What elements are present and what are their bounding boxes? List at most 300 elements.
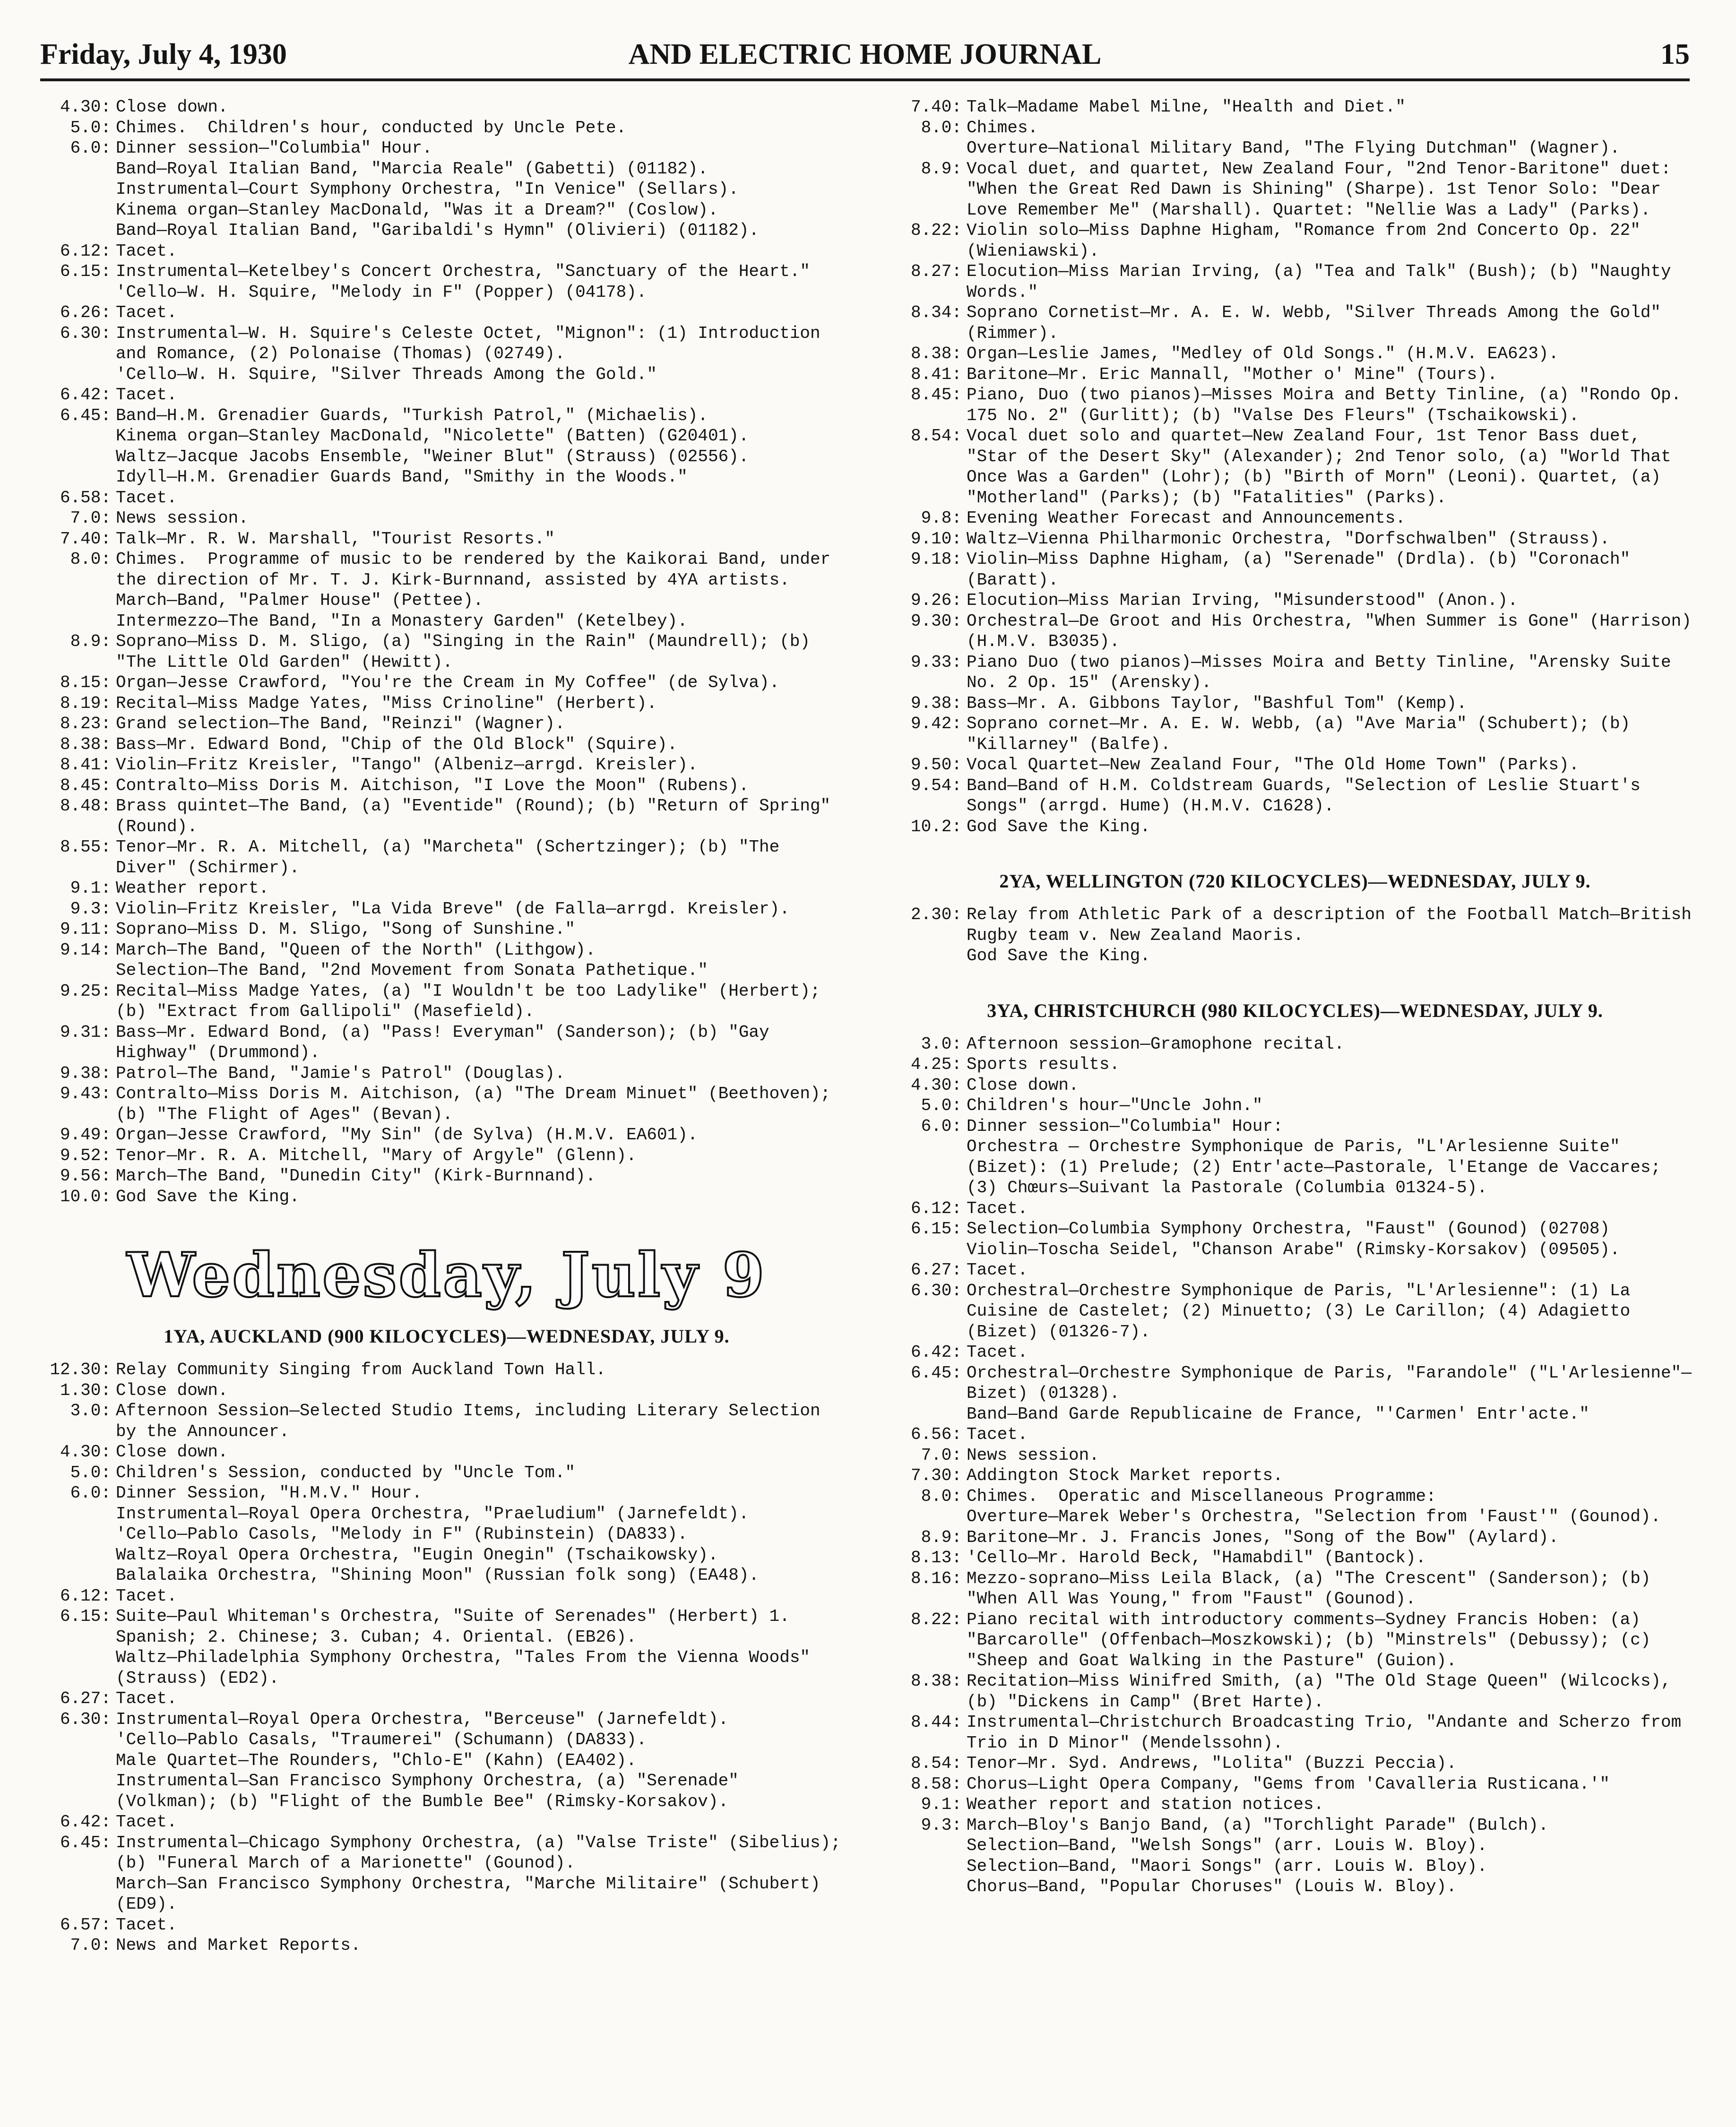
programme-entry xyxy=(45,1145,848,1166)
entry-line: Overture—Marek Weber's Orchestra, "Selection from 'Faust'" (Gounod). xyxy=(967,1507,1661,1526)
entry-line: Tacet. xyxy=(116,488,177,508)
programme-entry xyxy=(896,1034,1694,1055)
entry-line: Orchestral—Orchestre Symphonique de Paris, "L'Arlesienne": (1) La Cuisine de Castelet; (2) Minuetto; (3) Le Carillon; (4) Adagietto (Bizet) (01326-7). xyxy=(967,1281,1641,1342)
programme-entry xyxy=(45,714,848,734)
entry-time: 6.56 : xyxy=(896,1424,962,1445)
programme-entry xyxy=(896,1198,1694,1219)
entry-time: 8.41 : xyxy=(45,755,111,775)
entry-line: Close down. xyxy=(116,97,228,117)
programme-entry xyxy=(896,508,1694,529)
entry-time: 9.10 : xyxy=(896,529,962,550)
programme-entry xyxy=(896,1445,1694,1466)
entry-line: Children's Session, conducted by "Uncle Tom." xyxy=(116,1463,576,1482)
entry-line: Contralto—Miss Doris M. Aitchison, (a) "The Dream Minuet" (Beethoven); (b) "The Flight of Ages" (Bevan). xyxy=(116,1084,841,1124)
entry-line: Relay Community Singing from Auckland Town Hall. xyxy=(116,1360,606,1379)
entry-time: 6.45 : xyxy=(45,405,111,426)
entry-line: Soprano Cornetist—Mr. A. E. W. Webb, "Silver Threads Among the Gold" (Rimmer). xyxy=(967,303,1671,343)
entry-time: 3.0 : xyxy=(45,1401,111,1421)
spacer xyxy=(896,837,1694,865)
entry-time: 6.0 : xyxy=(896,1116,962,1137)
entry-line: Tacet. xyxy=(967,1198,1028,1218)
entry-line: 'Cello—W. H. Squire, "Silver Threads Among the Gold." xyxy=(116,364,657,384)
entry-time: 9.3 : xyxy=(45,899,111,920)
programme-entry xyxy=(896,1548,1694,1568)
entry-line: Addington Stock Market reports. xyxy=(967,1466,1283,1485)
programme-entry xyxy=(896,385,1694,426)
programme-entry xyxy=(45,1586,848,1607)
entry-time: 3.0 : xyxy=(896,1034,962,1055)
entry-time: 6.45 : xyxy=(45,1833,111,1853)
entry-line: Chimes. Children's hour, conducted by Uncle Pete. xyxy=(116,118,627,138)
entry-time: 7.40 : xyxy=(45,529,111,550)
entry-time: 9.54 : xyxy=(896,775,962,796)
entry-time: 9.38 : xyxy=(45,1063,111,1084)
entry-line: News session. xyxy=(967,1445,1099,1465)
programme-entry xyxy=(45,1442,848,1463)
entry-time: 10.2 : xyxy=(896,817,962,837)
entry-time: 7.30 : xyxy=(896,1465,962,1486)
programme-entry xyxy=(896,1260,1694,1281)
entry-time: 5.0 : xyxy=(896,1095,962,1116)
entry-line: Orchestra — Orchestre Symphonique de Paris, "L'Arlesienne Suite" (Bizet): (1) Prelude; (2) Entr'acte—Pastorale, l'Etange de Vaccares; (3) Chœurs—Suivant la Pastorale (Columbia 01324-5). xyxy=(967,1137,1671,1197)
entry-time: 6.12 : xyxy=(896,1198,962,1219)
programme-entry xyxy=(45,323,848,385)
entry-time: 4.30 : xyxy=(45,1442,111,1463)
page-header xyxy=(40,33,1690,76)
entry-line: Dinner session—"Columbia" Hour. xyxy=(116,138,432,158)
entry-time: 7.0 : xyxy=(45,508,111,529)
entry-line: Balalaika Orchestra, "Shining Moon" (Russian folk song) (EA48). xyxy=(116,1566,760,1585)
wellington-heading: 2YA, WELLINGTON (720 KILOCYCLES)—WEDNESDAY, JULY 9. xyxy=(999,870,1591,892)
entry-time: 9.11 : xyxy=(45,919,111,940)
entry-line: Patrol—The Band, "Jamie's Patrol" (Douglas). xyxy=(116,1063,565,1083)
programme-entry xyxy=(896,1116,1694,1198)
programme-entry xyxy=(45,1935,848,1956)
entry-line: Dinner Session, "H.M.V." Hour. xyxy=(116,1483,423,1503)
programme-entry xyxy=(45,775,848,796)
programme-entry xyxy=(45,1483,848,1586)
entry-time: 6.57 : xyxy=(45,1915,111,1936)
entry-time: 8.54 : xyxy=(896,426,962,447)
entry-time: 8.19 : xyxy=(45,693,111,714)
entry-line: Instrumental—Court Symphony Orchestra, "In Venice" (Sellars). xyxy=(116,180,739,199)
entry-line: Vocal duet, and quartet, New Zealand Four, "2nd Tenor-Baritone" duet: "When the Great Red Dawn is Shining" (Sharpe). 1st Tenor Solo: "Dear Love Remember Me" (Marshall). Quartet: "Nellie Was a Lady" (Parks). xyxy=(967,159,1682,220)
programme-entry xyxy=(896,97,1694,118)
entry-line: Tacet. xyxy=(967,1260,1028,1280)
entry-line: Piano recital with introductory comments—Sydney Francis Hoben: (a) "Barcarolle" (Offenbach—Moszkowski); (b) "Minstrels" (Debussy); (c) "Sheep and Goat Walking in the Pasture" (Guion). xyxy=(967,1610,1661,1671)
programme-entry xyxy=(45,693,848,714)
entry-line: Chimes. Operatic and Miscellaneous Programme: xyxy=(967,1486,1436,1506)
entry-line: Afternoon Session—Selected Studio Items, including Literary Selection by the Announcer. xyxy=(116,1401,831,1441)
entry-line: Organ—Leslie James, "Medley of Old Songs." (H.M.V. EA623). xyxy=(967,344,1559,363)
entry-line: Vocal Quartet—New Zealand Four, "The Old Home Town" (Parks). xyxy=(967,755,1580,775)
programme-entry xyxy=(45,1606,848,1688)
entry-time: 4.25 : xyxy=(896,1054,962,1075)
programme-entry xyxy=(45,118,848,138)
entry-time: 8.9 : xyxy=(896,159,962,180)
page-number: 15 xyxy=(1660,38,1690,70)
entry-line: Tacet. xyxy=(116,1812,177,1832)
entry-line: Piano, Duo (two pianos)—Misses Moira and Betty Tinline, (a) "Rondo Op. 175 No. 2" (Gurlitt); (b) "Valse Des Fleurs" (Tschaikowski). xyxy=(967,385,1692,425)
entry-line: Kinema organ—Stanley MacDonald, "Nicolette" (Batten) (G20401). xyxy=(116,426,749,446)
entry-time: 8.27 : xyxy=(896,261,962,282)
entry-line: Baritone—Mr. J. Francis Jones, "Song of the Bow" (Aylard). xyxy=(967,1527,1559,1547)
programme-entry xyxy=(896,344,1694,364)
entry-line: Suite—Paul Whiteman's Orchestra, "Suite of Serenades" (Herbert) 1. Spanish; 2. Chinese; 3. Cuban; 4. Oriental. (EB26). xyxy=(116,1607,800,1647)
programme-entry xyxy=(45,1187,848,1207)
christchurch-programme xyxy=(896,1034,1694,1897)
entry-line: Violin—Toscha Seidel, "Chanson Arabe" (Rimsky-Korsakov) (09505). xyxy=(967,1240,1620,1259)
programme-entry xyxy=(45,1833,851,1915)
left-column xyxy=(45,97,851,1956)
entry-line: Baritone—Mr. Eric Mannall, "Mother o' Mine" (Tours). xyxy=(967,364,1498,384)
entry-line: Tenor—Mr. Syd. Andrews, "Lolita" (Buzzi Peccia). xyxy=(967,1754,1457,1773)
programme-entry xyxy=(45,1125,848,1145)
programme-entry xyxy=(45,1463,848,1483)
entry-time: 5.0 : xyxy=(45,1463,111,1483)
entry-time: 8.41 : xyxy=(896,364,962,385)
programme-entry xyxy=(45,405,848,488)
entry-line: Instrumental—Royal Opera Orchestra, "Praeludium" (Jarnefeldt). xyxy=(116,1504,749,1524)
entry-line: Intermezzo—The Band, "In a Monastery Garden" (Ketelbey). xyxy=(116,611,688,631)
programme-entry xyxy=(896,714,1694,755)
entry-line: Tacet. xyxy=(967,1343,1028,1362)
entry-time: 6.42 : xyxy=(45,385,111,405)
entry-time: 9.3 : xyxy=(896,1815,962,1836)
programme-entry xyxy=(45,878,848,899)
christchurch-heading: 3YA, CHRISTCHURCH (980 KILOCYCLES)—WEDNESDAY, JULY 9. xyxy=(987,999,1603,1021)
entry-time: 8.34 : xyxy=(896,302,962,323)
entry-line: Close down. xyxy=(116,1442,228,1462)
entry-line: Violin solo—Miss Daphne Higham, "Romance from 2nd Concerto Op. 22" (Wieniawski). xyxy=(967,221,1651,261)
programme-entry xyxy=(896,549,1694,590)
entry-line: News session. xyxy=(116,508,249,528)
entry-line: Waltz—Royal Opera Orchestra, "Eugin Onegin" (Tschaikowsky). xyxy=(116,1545,718,1565)
entry-line: Chorus—Band, "Popular Choruses" (Louis W. Bloy). xyxy=(967,1877,1457,1896)
entry-line: Soprano cornet—Mr. A. E. W. Webb, (a) "Ave Maria" (Schubert); (b) "Killarney" (Balfe). xyxy=(967,714,1641,754)
programme-entry xyxy=(45,1688,848,1709)
entry-time: 4.30 : xyxy=(896,1075,962,1096)
entry-time: 9.31 : xyxy=(45,1022,111,1043)
programme-entry xyxy=(896,1363,1694,1425)
programme-entry xyxy=(45,1063,848,1084)
entry-time: 10.0 : xyxy=(45,1187,111,1207)
programme-entry xyxy=(45,1709,848,1812)
entry-line: Band—Band Garde Republicaine de France, "'Carmen' Entr'acte." xyxy=(967,1404,1589,1424)
entry-line: Relay from Athletic Park of a description of the Football Match—British Rugby team v. New Zealand Maoris. xyxy=(967,905,1702,945)
header-title: AND ELECTRIC HOME JOURNAL xyxy=(628,38,1102,70)
entry-line: Afternoon session—Gramophone recital. xyxy=(967,1034,1345,1054)
programme-entry xyxy=(896,426,1694,508)
entry-line: Talk—Madame Mabel Milne, "Health and Diet." xyxy=(967,97,1406,117)
entry-time: 8.55 : xyxy=(45,837,111,858)
entry-line: Tacet. xyxy=(116,1915,177,1935)
entry-time: 8.45 : xyxy=(45,775,111,796)
entry-line: Overture—National Military Band, "The Flying Dutchman" (Wagner). xyxy=(967,138,1620,158)
programme-entry xyxy=(896,1342,1694,1363)
entry-line: Instrumental—Christchurch Broadcasting Trio, "Andante and Scherzo from Trio in D Minor" (Mendelssohn). xyxy=(967,1713,1692,1753)
entry-line: Violin—Fritz Kreisler, "La Vida Breve" (de Falla—arrgd. Kreisler). xyxy=(116,899,790,919)
programme-entry xyxy=(45,1812,848,1833)
entry-time: 6.58 : xyxy=(45,488,111,508)
entry-line: 'Cello—Pablo Casals, "Traumerei" (Schumann) (DA833). xyxy=(116,1730,647,1749)
entry-line: Elocution—Miss Marian Irving, "Misunderstood" (Anon.). xyxy=(967,591,1518,610)
entry-line: Band—Band of H.M. Coldstream Guards, "Selection of Leslie Stuart's Songs" (arrgd. Hume) (H.M.V. C1628). xyxy=(967,775,1651,816)
programme-entry xyxy=(45,549,848,631)
entry-time: 7.40 : xyxy=(896,97,962,118)
programme-entry xyxy=(45,1166,848,1187)
entry-line: Instrumental—Royal Opera Orchestra, "Berceuse" (Jarnefeldt). xyxy=(116,1709,729,1729)
entry-time: 9.52 : xyxy=(45,1145,111,1166)
entry-time: 8.38 : xyxy=(896,344,962,364)
programme-entry xyxy=(45,1360,848,1380)
entry-line: Waltz—Vienna Philharmonic Orchestra, "Dorfschwalben" (Strauss). xyxy=(967,529,1610,549)
programme-entry xyxy=(896,302,1694,344)
entry-line: Orchestral—Orchestre Symphonique de Paris, "Farandole" ("L'Arlesienne"—Bizet) (01328). xyxy=(967,1363,1692,1403)
entry-time: 9.43 : xyxy=(45,1084,111,1104)
entry-line: Talk—Mr. R. W. Marshall, "Tourist Resorts." xyxy=(116,529,555,549)
programme-entry xyxy=(45,1380,848,1401)
entry-line: Tacet. xyxy=(116,1586,177,1606)
right-top-programme xyxy=(896,97,1702,837)
entry-time: 8.9 : xyxy=(45,631,111,652)
entry-line: Chimes. xyxy=(967,118,1038,138)
entry-time: 6.12 : xyxy=(45,241,111,262)
entry-time: 6.30 : xyxy=(45,1709,111,1730)
programme-entry xyxy=(896,1815,1694,1897)
entry-time: 6.12 : xyxy=(45,1586,111,1607)
programme-entry xyxy=(45,488,848,508)
entry-time: 9.14 : xyxy=(45,940,111,961)
programme-entry xyxy=(45,1084,848,1125)
entry-line: Selection—Band, "Maori Songs" (arr. Louis W. Bloy). xyxy=(967,1856,1487,1876)
entry-line: Bass—Mr. Edward Bond, (a) "Pass! Everyman" (Sanderson); (b) "Gay Highway" (Drummond). xyxy=(116,1022,780,1062)
entry-line: Violin—Fritz Kreisler, "Tango" (Albeniz—arrgd. Kreisler). xyxy=(116,755,698,775)
entry-time: 8.22 : xyxy=(896,220,962,241)
entry-line: Recitation—Miss Winifred Smith, (a) "The Old Stage Queen" (Wilcocks), (b) "Dickens in Camp" (Bret Harte). xyxy=(967,1671,1682,1712)
entry-time: 4.30 : xyxy=(45,97,111,118)
programme-entry xyxy=(45,919,848,940)
programme-entry xyxy=(45,899,848,920)
entry-time: 6.45 : xyxy=(896,1363,962,1384)
entry-line: Male Quartet—The Rounders, "Chlo-E" (Kahn) (EA402). xyxy=(116,1750,637,1770)
entry-time: 8.38 : xyxy=(896,1671,962,1692)
programme-entry xyxy=(45,837,848,878)
entry-time: 8.23 : xyxy=(45,714,111,734)
wednesday-heading: Wednesday, July 9 xyxy=(127,1240,767,1311)
programme-entry xyxy=(896,693,1694,714)
programme-entry xyxy=(896,817,1694,837)
programme-entry xyxy=(896,1794,1694,1815)
entry-line: Brass quintet—The Band, (a) "Eventide" (Round); (b) "Return of Spring" (Round). xyxy=(116,796,841,836)
entry-line: Recital—Miss Madge Yates, "Miss Crinoline" (Herbert). xyxy=(116,693,657,713)
programme-entry xyxy=(45,138,848,241)
entry-time: 9.1 : xyxy=(896,1794,962,1815)
entry-line: Tacet. xyxy=(116,241,177,261)
programme-entry xyxy=(896,1219,1694,1260)
programme-entry xyxy=(896,775,1694,817)
entry-line: Violin—Miss Daphne Higham, (a) "Serenade" (Drdla). (b) "Coronach" (Baratt). xyxy=(967,550,1641,590)
entry-time: 6.15 : xyxy=(45,261,111,282)
wellington-programme xyxy=(896,904,1702,966)
entry-line: Organ—Jesse Crawford, "My Sin" (de Sylva) (H.M.V. EA601). xyxy=(116,1125,698,1145)
entry-time: 6.42 : xyxy=(896,1342,962,1363)
header-rule xyxy=(40,78,1690,81)
programme-entry xyxy=(896,1095,1694,1116)
entry-time: 9.18 : xyxy=(896,549,962,570)
entry-line: Band—Royal Italian Band, "Garibaldi's Hymn" (Olivieri) (01182). xyxy=(116,221,760,240)
entry-line: God Save the King. xyxy=(967,946,1150,965)
entry-line: Waltz—Philadelphia Symphony Orchestra, "Tales From the Vienna Woods" (Strauss) (ED2). xyxy=(116,1648,820,1688)
entry-line: 'Cello—Pablo Casols, "Melody in F" (Rubinstein) (DA833). xyxy=(116,1524,688,1544)
entry-line: Contralto—Miss Doris M. Aitchison, "I Love the Moon" (Rubens). xyxy=(116,775,749,795)
programme-entry xyxy=(896,364,1694,385)
programme-entry xyxy=(896,1465,1694,1486)
programme-entry xyxy=(45,755,848,775)
entry-line: Instrumental—Chicago Symphony Orchestra, (a) "Valse Triste" (Sibelius); (b) "Funeral March of a Marionette" (Gounod). xyxy=(116,1833,851,1873)
entry-time: 9.38 : xyxy=(896,693,962,714)
entry-line: Tacet. xyxy=(967,1425,1028,1444)
programme-entry xyxy=(45,1915,848,1936)
entry-line: Band—H.M. Grenadier Guards, "Turkish Patrol," (Michaelis). xyxy=(116,405,708,425)
right-column xyxy=(896,97,1702,1897)
entry-time: 8.54 : xyxy=(896,1753,962,1774)
entry-time: 6.27 : xyxy=(896,1260,962,1281)
entry-time: 8.44 : xyxy=(896,1712,962,1733)
entry-line: Tenor—Mr. R. A. Mitchell, "Mary of Argyle" (Glenn). xyxy=(116,1145,637,1165)
spacer xyxy=(896,966,1694,995)
entry-time: 9.25 : xyxy=(45,981,111,1002)
entry-line: Band—Royal Italian Band, "Marcia Reale" (Gabetti) (01182). xyxy=(116,159,708,179)
programme-entry xyxy=(45,940,848,981)
entry-time: 12.30 : xyxy=(45,1360,111,1380)
programme-entry xyxy=(896,220,1694,261)
entry-time: 8.9 : xyxy=(896,1527,962,1548)
programme-entry xyxy=(896,261,1694,302)
entry-line: Elocution—Miss Marian Irving, (a) "Tea and Talk" (Bush); (b) "Naughty Words." xyxy=(967,262,1682,302)
programme-entry xyxy=(896,1753,1694,1774)
entry-line: Organ—Jesse Crawford, "You're the Cream in My Coffee" (de Sylva). xyxy=(116,673,780,692)
entry-line: God Save the King. xyxy=(116,1187,300,1206)
entry-time: 7.0 : xyxy=(896,1445,962,1466)
entry-line: Waltz—Jacque Jacobs Ensemble, "Weiner Blut" (Strauss) (02556). xyxy=(116,447,749,466)
entry-time: 8.0 : xyxy=(45,549,111,570)
entry-time: 9.56 : xyxy=(45,1166,111,1187)
entry-time: 8.15 : xyxy=(45,672,111,693)
entry-time: 9.8 : xyxy=(896,508,962,529)
auckland-programme xyxy=(45,1360,851,1956)
programme-entry xyxy=(45,302,848,323)
entry-time: 1.30 : xyxy=(45,1380,111,1401)
programme-entry xyxy=(896,611,1702,652)
entry-time: 8.13 : xyxy=(896,1548,962,1568)
entry-line: Instrumental—W. H. Squire's Celeste Octet, "Mignon": (1) Introduction and Romance, (2) Polonaise (Thomas) (02749). xyxy=(116,323,831,363)
entry-line: God Save the King. xyxy=(967,817,1150,836)
entry-time: 6.0 : xyxy=(45,138,111,159)
programme-entry xyxy=(45,631,848,672)
header-date: Friday, July 4, 1930 xyxy=(40,38,287,70)
programme-entry xyxy=(896,652,1694,693)
entry-time: 6.0 : xyxy=(45,1483,111,1504)
programme-entry xyxy=(896,1527,1694,1548)
entry-line: Grand selection—The Band, "Reinzi" (Wagner). xyxy=(116,714,565,733)
entry-line: Tacet. xyxy=(116,1689,177,1708)
entry-line: Chorus—Light Opera Company, "Gems from 'Cavalleria Rusticana.'" xyxy=(967,1774,1610,1794)
entry-line: Close down. xyxy=(967,1075,1079,1095)
entry-line: Instrumental—San Francisco Symphony Orchestra, (a) "Serenade" (Volkman); (b) "Flight of the Bumble Bee" (Rimsky-Korsakov). xyxy=(116,1771,749,1811)
entry-line: March—The Band, "Dunedin City" (Kirk-Burnnand). xyxy=(116,1166,596,1186)
programme-entry xyxy=(896,1774,1694,1795)
entry-time: 8.45 : xyxy=(896,385,962,405)
entry-line: Instrumental—Ketelbey's Concert Orchestra, "Sanctuary of the Heart." xyxy=(116,262,811,281)
entry-line: 'Cello—W. H. Squire, "Melody in F" (Popper) (04178). xyxy=(116,282,647,302)
entry-line: Tacet. xyxy=(116,385,177,405)
left-top-programme xyxy=(45,97,848,1207)
programme-entry xyxy=(45,1022,848,1063)
entry-line: Selection—Columbia Symphony Orchestra, "Faust" (Gounod) (02708) xyxy=(967,1219,1610,1239)
entry-line: Close down. xyxy=(116,1380,228,1400)
entry-line: Dinner session—"Columbia" Hour: xyxy=(967,1116,1283,1136)
entry-time: 7.0 : xyxy=(45,1935,111,1956)
programme-entry xyxy=(896,1424,1694,1445)
entry-time: 6.26 : xyxy=(45,302,111,323)
programme-entry xyxy=(896,755,1694,775)
entry-time: 9.1 : xyxy=(45,878,111,899)
entry-line: Orchestral—De Groot and His Orchestra, "When Summer is Gone" (Harrison) (H.M.V. B3035). xyxy=(967,611,1702,651)
programme-entry xyxy=(45,385,848,405)
programme-entry xyxy=(45,261,848,302)
programme-entry xyxy=(896,159,1694,221)
entry-line: March—Band, "Palmer House" (Pettee). xyxy=(116,591,484,610)
entry-time: 2.30 : xyxy=(896,904,962,925)
entry-time: 8.0 : xyxy=(896,1486,962,1507)
programme-entry xyxy=(896,529,1694,550)
entry-line: Soprano—Miss D. M. Sligo, (a) "Singing in the Rain" (Maundrell); (b) "The Little Old Garden" (Hewitt). xyxy=(116,632,820,672)
entry-line: Vocal duet solo and quartet—New Zealand Four, 1st Tenor Bass duet, "Star of the Desert Sky" (Alexander); 2nd Tenor solo, (a) "World That Once Was a Garden" (Lohr); (b) "Birth of Morn" (Leoni). Quartet, (a) "Motherland" (Parks); (b) "Fatalities" (Parks). xyxy=(967,426,1682,508)
programme-entry xyxy=(896,1054,1694,1075)
entry-time: 8.0 : xyxy=(896,118,962,138)
entry-line: March—The Band, "Queen of the North" (Lithgow). xyxy=(116,940,596,960)
entry-time: 9.26 : xyxy=(896,590,962,611)
programme-entry xyxy=(896,1486,1694,1527)
entry-line: Bass—Mr. Edward Bond, "Chip of the Old Block" (Squire). xyxy=(116,734,678,754)
programme-entry xyxy=(45,981,848,1022)
entry-time: 6.27 : xyxy=(45,1688,111,1709)
programme-entry xyxy=(45,796,848,837)
entry-time: 9.50 : xyxy=(896,755,962,775)
entry-line: Piano Duo (two pianos)—Misses Moira and Betty Tinline, "Arensky Suite No. 2 Op. 15" (Arensky). xyxy=(967,652,1682,692)
programme-entry xyxy=(896,904,1702,966)
entry-line: Tenor—Mr. R. A. Mitchell, (a) "Marcheta" (Schertzinger); (b) "The Diver" (Schirmer). xyxy=(116,837,790,878)
entry-line: Chimes. Programme of music to be rendered by the Kaikorai Band, under the direction of Mr. T. J. Kirk-Burnnand, assisted by 4YA artists. xyxy=(116,550,841,590)
entry-line: Children's hour—"Uncle John." xyxy=(967,1096,1263,1115)
entry-line: Mezzo-soprano—Miss Leila Black, (a) "The Crescent" (Sanderson); (b) "When All Was Young," from "Faust" (Gounod). xyxy=(967,1568,1661,1609)
programme-entry xyxy=(45,672,848,693)
programme-entry xyxy=(45,529,848,550)
entry-time: 6.30 : xyxy=(896,1281,962,1301)
entry-time: 9.33 : xyxy=(896,652,962,673)
entry-line: Evening Weather Forecast and Announcements. xyxy=(967,508,1406,528)
entry-time: 5.0 : xyxy=(45,118,111,138)
entry-time: 6.30 : xyxy=(45,323,111,344)
entry-line: Idyll—H.M. Grenadier Guards Band, "Smithy in the Woods." xyxy=(116,467,688,487)
programme-entry xyxy=(45,734,848,755)
entry-time: 9.30 : xyxy=(896,611,962,632)
entry-line: Bass—Mr. A. Gibbons Taylor, "Bashful Tom" (Kemp). xyxy=(967,693,1467,713)
entry-line: Kinema organ—Stanley MacDonald, "Was it a Dream?" (Coslow). xyxy=(116,200,718,220)
entry-time: 8.38 : xyxy=(45,734,111,755)
entry-time: 6.15 : xyxy=(896,1219,962,1240)
